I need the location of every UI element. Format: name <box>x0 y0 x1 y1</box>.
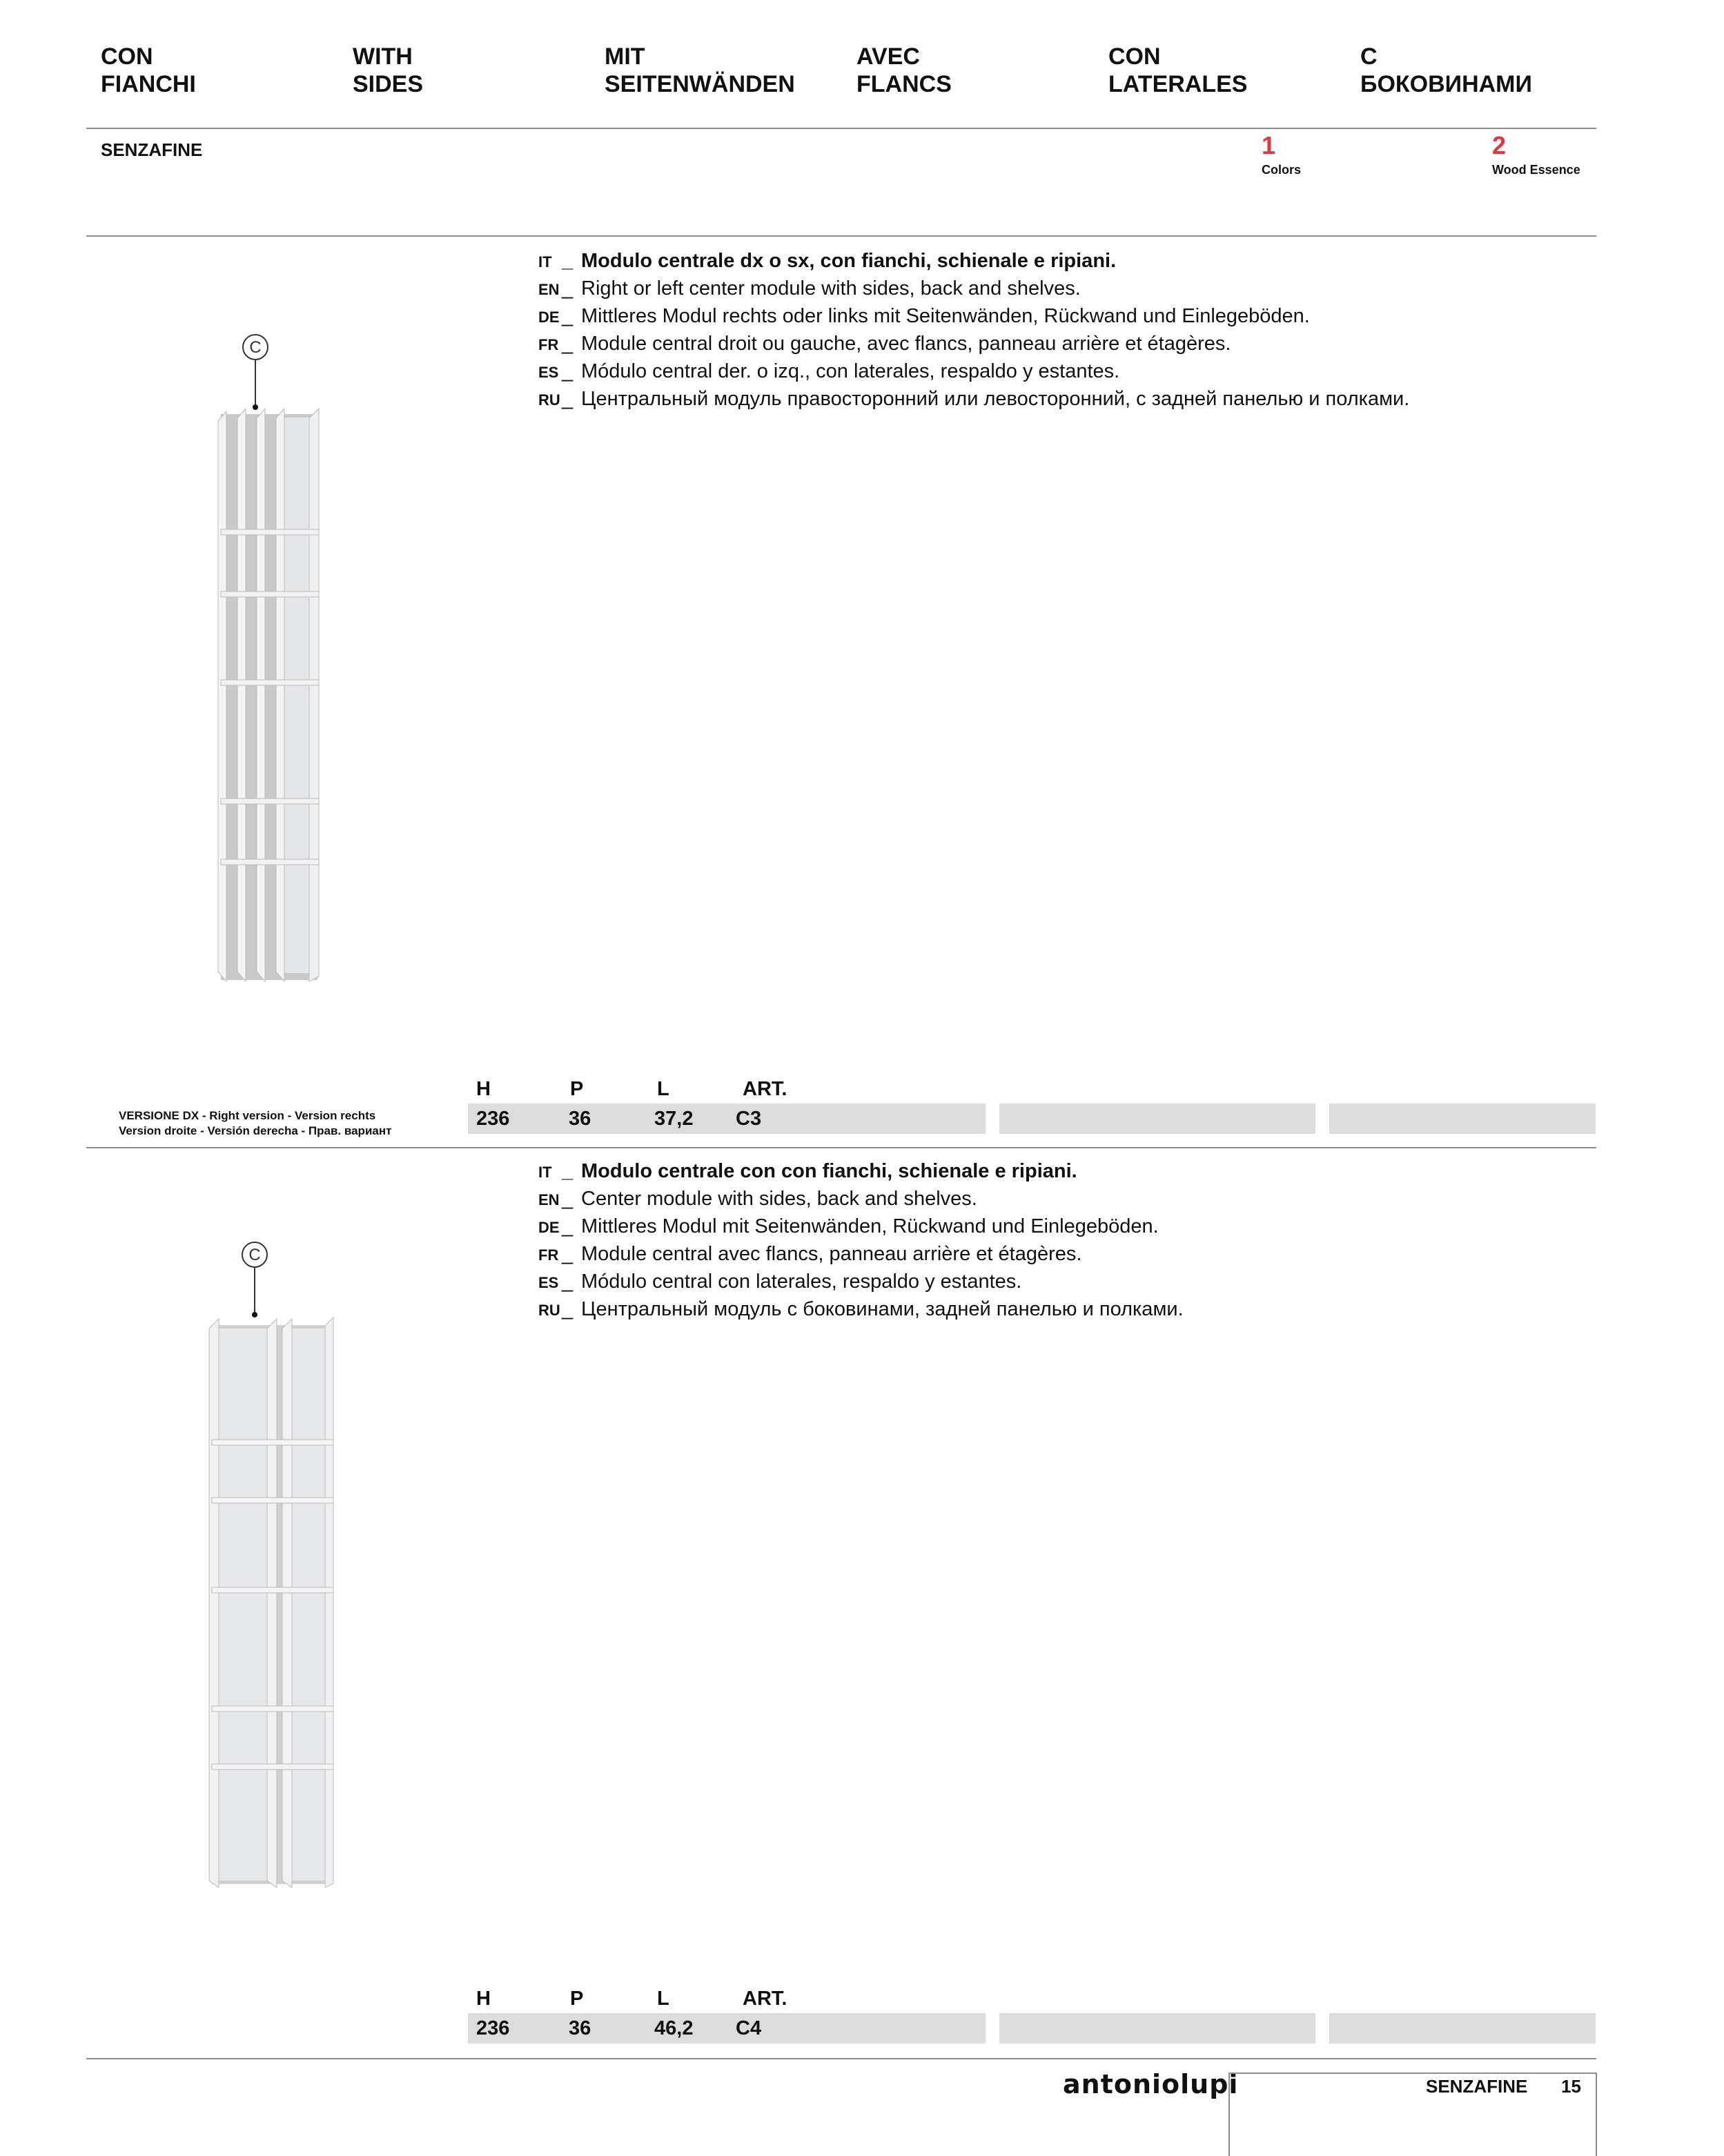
lang-code: IT <box>538 253 552 271</box>
desc-line-de: DE _ Mittleres Modul mit Seitenwänden, Rückwand und Einlegeböden. <box>538 1213 1159 1242</box>
lang-code: DE <box>538 308 560 326</box>
lang-code: IT <box>538 1164 552 1181</box>
spec-value-h: 236 <box>476 1108 510 1130</box>
footer-section: SENZAFINE <box>1426 2076 1528 2097</box>
section-divider-2 <box>86 1147 1596 1148</box>
spec-bar-3 <box>1329 1104 1596 1134</box>
desc-line-fr: FR _ Module central droit ou gauche, avec flancs, panneau arrière et étagères. <box>538 330 1231 359</box>
spec-header-l: L <box>657 1988 669 2010</box>
desc-text: Module central avec flancs, panneau arrière et étagères. <box>581 1243 1082 1265</box>
header-col-en-line2: SIDES <box>353 71 424 97</box>
spec-header-art: ART. <box>743 1078 787 1100</box>
desc-text: Mittleres Modul rechts oder links mit Seitenwänden, Rückwand und Einlegeböden. <box>581 305 1310 327</box>
desc-text: Módulo central con laterales, respaldo y estantes. <box>581 1271 1022 1293</box>
header-col-ru-line1: С <box>1360 43 1378 70</box>
colors-count: 1 <box>1262 131 1276 159</box>
colors-label: Colors <box>1262 163 1302 177</box>
spec-header-h: H <box>476 1988 491 2010</box>
desc-line-es: ES _ Módulo central con laterales, respaldo y estantes. <box>538 1268 1021 1297</box>
spec-value-p: 36 <box>569 1108 591 1130</box>
desc-text: Центральный модуль правосторонний или левосторонний, с задней панелью и полками. <box>581 388 1410 410</box>
lang-code: ES <box>538 1274 559 1291</box>
header-col-fr <box>856 43 952 98</box>
header-col-de-line1: MIT <box>605 43 645 70</box>
lang-code: DE <box>538 1219 560 1236</box>
desc-text: Right or left center module with sides, back and shelves. <box>581 277 1081 300</box>
lang-code: FR <box>538 1246 559 1264</box>
desc-text: Module central droit ou gauche, avec flancs, panneau arrière et étagères. <box>581 333 1231 355</box>
desc-text: Центральный модуль с боковинами, задней панелью и полками. <box>581 1298 1184 1320</box>
header-col-en <box>353 43 423 98</box>
desc-line-fr: FR _ Module central avec flancs, panneau arrière et étagères. <box>538 1240 1081 1269</box>
footer-box <box>1228 2072 1597 2156</box>
lang-code: RU <box>538 391 560 409</box>
desc-line-it: IT _ Modulo centrale con con fianchi, schienale e ripiani. <box>538 1157 1077 1186</box>
desc-text: Modulo centrale dx o sx, con fianchi, schienale e ripiani. <box>581 250 1117 272</box>
version-label-line1: VERSIONE DX - Right version - Version rechts <box>119 1109 376 1122</box>
version-label-line2: Version droite - Versión derecha - Прав. вариант <box>119 1124 392 1137</box>
product-1-image <box>207 324 345 987</box>
lang-code: EN <box>538 1191 560 1208</box>
wood-count: 2 <box>1492 131 1507 159</box>
header-col-it-line2: FIANCHI <box>101 71 196 97</box>
spec-bar-2 <box>999 2013 1315 2044</box>
desc-line-de: DE _ Mittleres Modul rechts oder links mit Seitenwänden, Rückwand und Einlegeböden. <box>538 302 1310 331</box>
header-col-ru-line2: БОКОВИНАМИ <box>1360 71 1532 97</box>
desc-text: Center module with sides, back and shelves. <box>581 1188 977 1210</box>
bookcase-drawing <box>218 409 319 981</box>
spec-bar-3 <box>1329 2013 1596 2044</box>
header-col-de-line2: SEITENWÄNDEN <box>605 71 795 97</box>
header-col-fr-line2: FLANCS <box>856 71 952 97</box>
header-col-it-line1: CON <box>101 43 153 70</box>
desc-text: Mittleres Modul mit Seitenwänden, Rückwand und Einlegeböden. <box>581 1215 1159 1237</box>
lang-code: FR <box>538 336 559 353</box>
header-col-es-line2: LATERALES <box>1108 71 1248 97</box>
header-col-es <box>1108 43 1247 98</box>
spec-header-h: H <box>476 1078 491 1100</box>
spec-value-h: 236 <box>476 2017 510 2039</box>
brand-logo: antoniolupi <box>1063 2069 1239 2099</box>
header-divider <box>86 128 1596 129</box>
header-col-es-line1: CON <box>1108 43 1161 70</box>
header-col-fr-line1: AVEC <box>856 43 920 70</box>
lang-code: RU <box>538 1302 560 1319</box>
footer-divider <box>86 2058 1596 2059</box>
spec-header-p: P <box>570 1988 584 2010</box>
page-number: 15 <box>1561 2076 1581 2097</box>
spec-value-l: 37,2 <box>654 1108 694 1130</box>
callout-letter: C <box>248 1246 261 1264</box>
spec-bar-main <box>468 2013 986 2044</box>
product-2-image <box>197 1232 349 1894</box>
bookcase-drawing <box>209 1317 333 1888</box>
desc-line-ru: RU_ Центральный модуль с боковинами, задней панелью и полками. <box>538 1295 1184 1324</box>
header-col-it <box>101 43 196 98</box>
section-divider-1 <box>86 235 1596 237</box>
callout-letter: C <box>249 338 262 357</box>
desc-line-en: EN _ Center module with sides, back and shelves. <box>538 1185 977 1214</box>
spec-bar-2 <box>999 1104 1315 1134</box>
header-col-ru <box>1360 43 1532 98</box>
desc-text: Módulo central der. o izq., con laterales, respaldo y estantes. <box>581 360 1120 382</box>
desc-line-es: ES _ Módulo central der. o izq., con laterales, respaldo y estantes. <box>538 357 1119 386</box>
spec-header-l: L <box>657 1078 669 1100</box>
spec-header-p: P <box>570 1078 584 1100</box>
collection-name: SENZAFINE <box>101 139 203 160</box>
lang-code: EN <box>538 281 560 298</box>
header-col-de <box>605 43 795 98</box>
desc-line-it: IT _ Modulo centrale dx o sx, con fianchi, schienale e ripiani. <box>538 247 1116 276</box>
desc-line-en: EN _ Right or left center module with sides, back and shelves. <box>538 275 1081 304</box>
spec-value-art: C3 <box>736 1108 762 1130</box>
spec-bar-main <box>468 1104 986 1134</box>
desc-text: Modulo centrale con con fianchi, schienale e ripiani. <box>581 1160 1077 1182</box>
spec-header-art: ART. <box>743 1988 787 2010</box>
wood-label: Wood Essence <box>1492 163 1580 177</box>
desc-line-ru: RU_ Центральный модуль правосторонний или левосторонний, с задней панелью и полками. <box>538 385 1409 414</box>
version-label <box>119 1108 391 1139</box>
lang-code: ES <box>538 364 559 381</box>
spec-value-art: C4 <box>736 2017 762 2039</box>
header-col-en-line1: WITH <box>353 43 413 70</box>
spec-value-l: 46,2 <box>654 2017 694 2039</box>
spec-value-p: 36 <box>569 2017 591 2039</box>
